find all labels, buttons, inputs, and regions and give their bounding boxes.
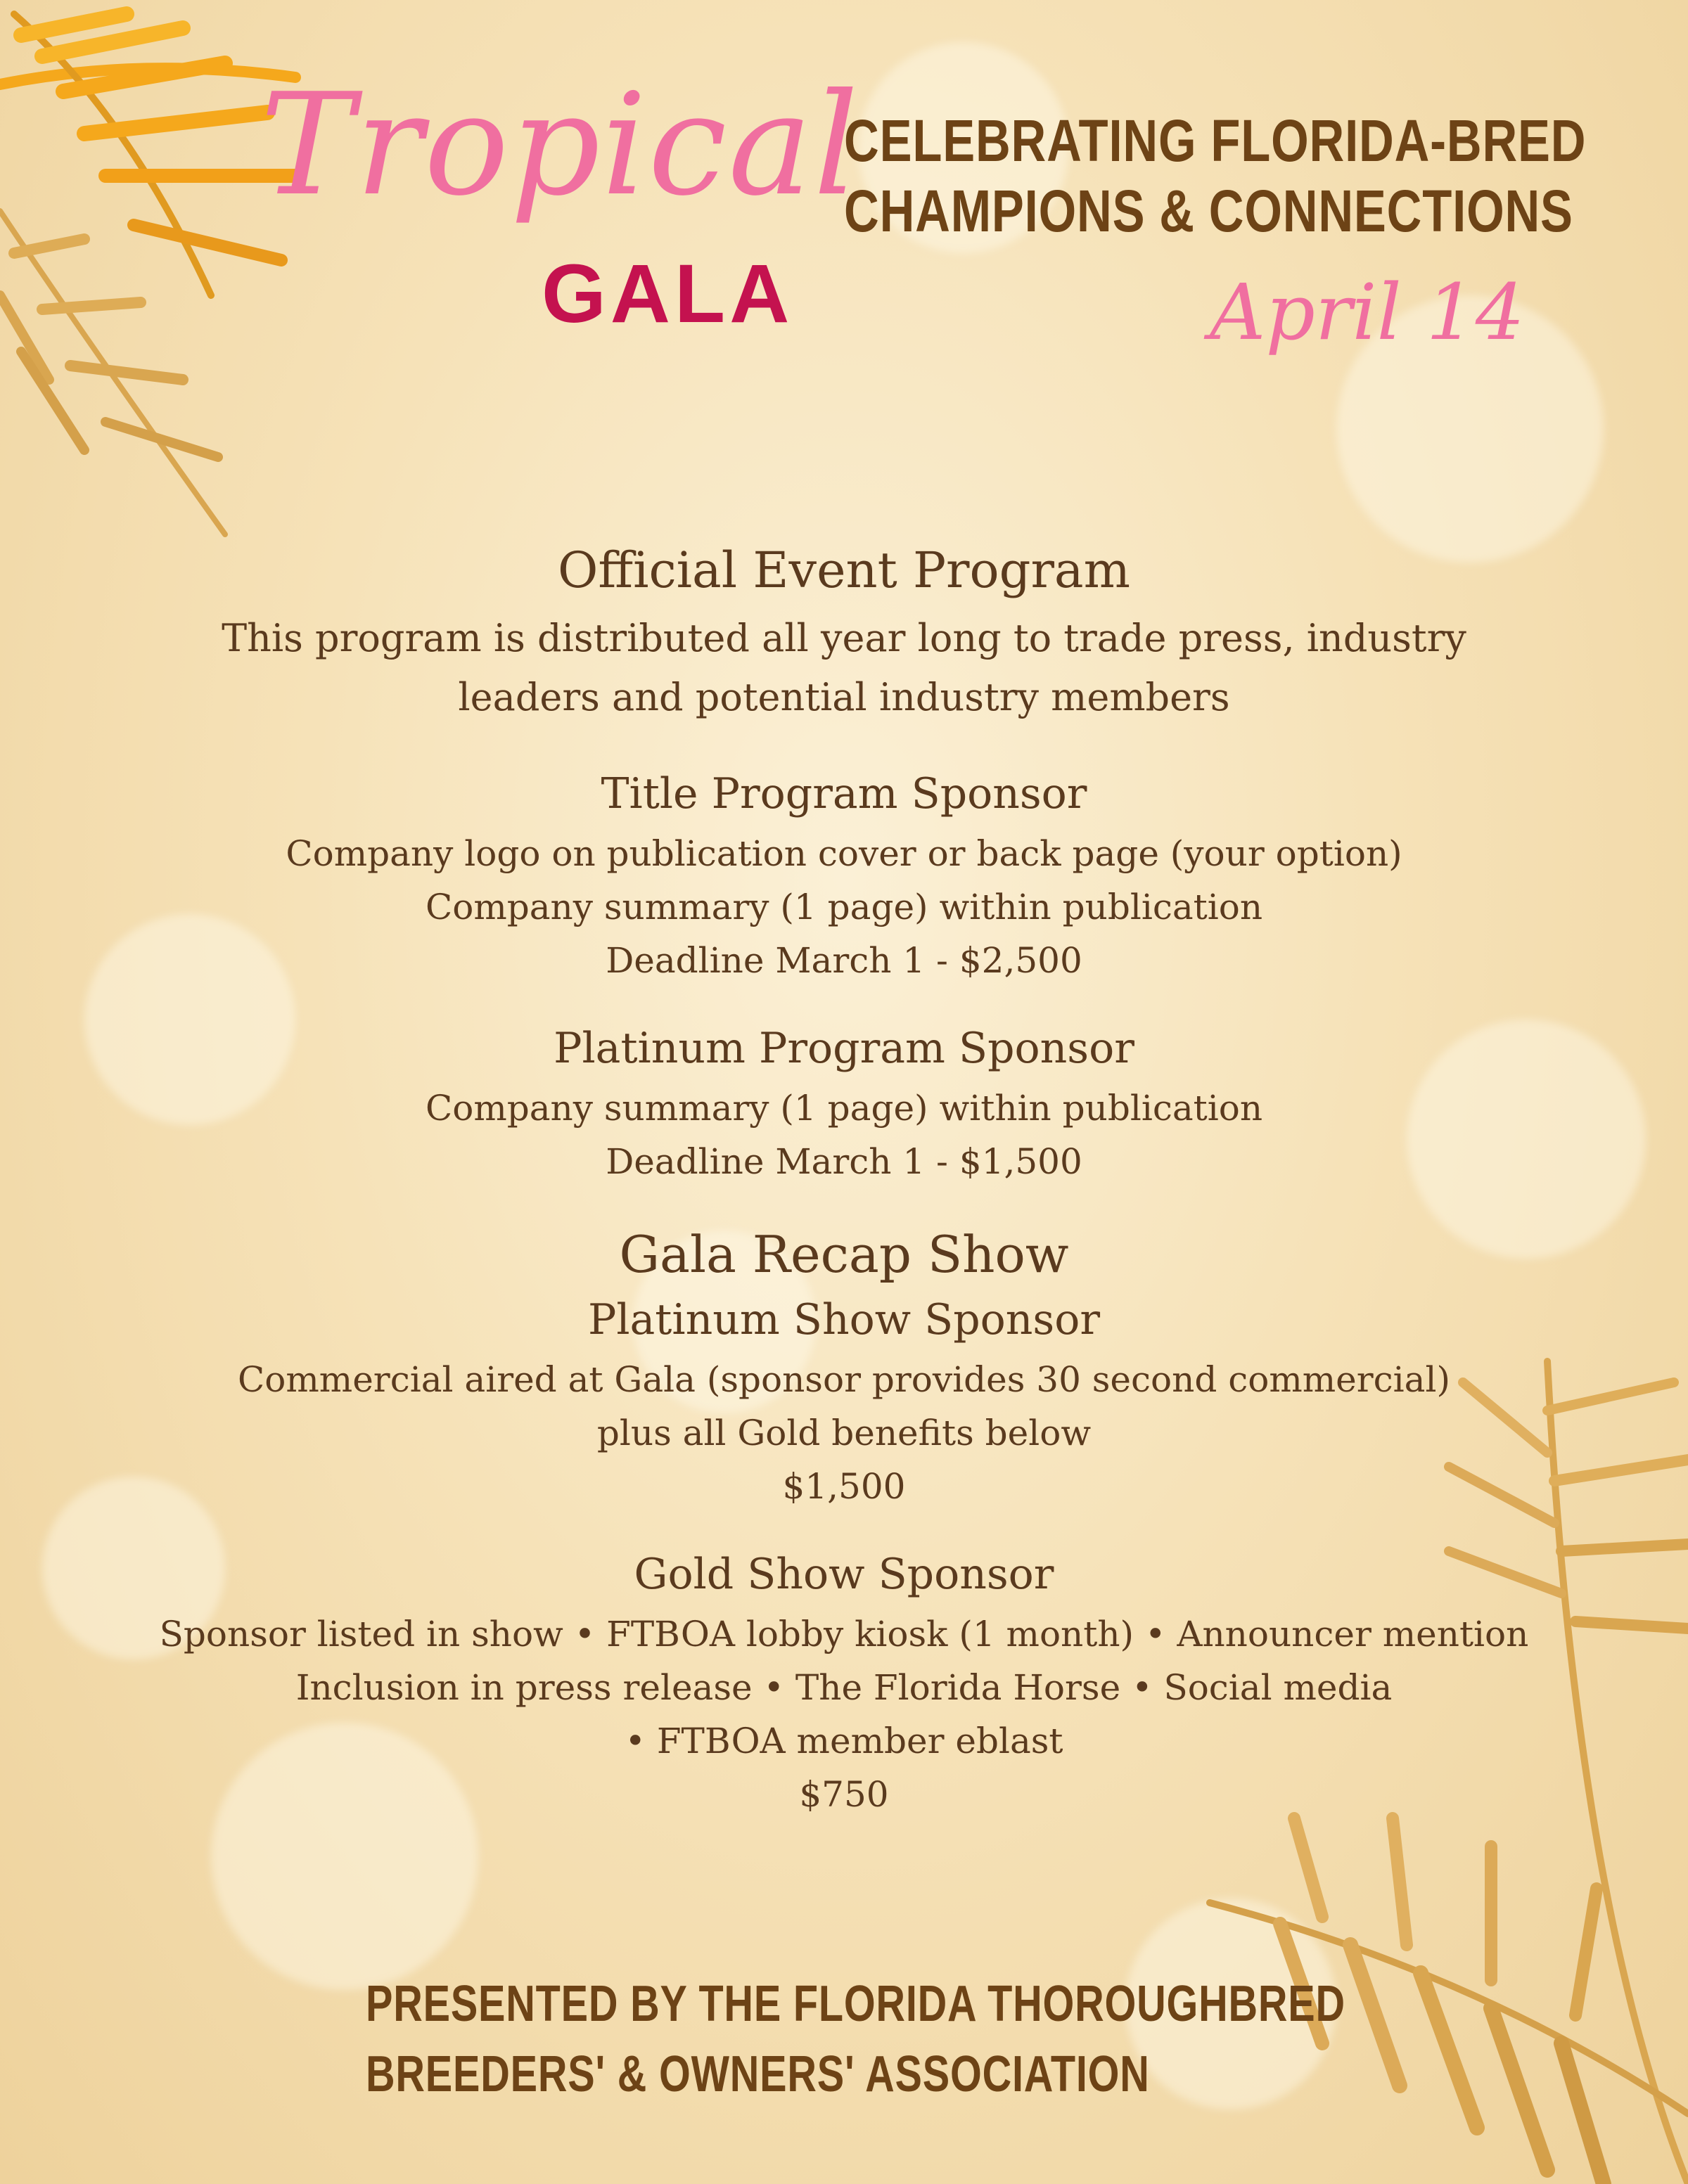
sponsor-heading: Platinum Program Sponsor — [554, 1024, 1134, 1073]
intro-line: leaders and potential industry members — [458, 675, 1230, 719]
presenter-credit — [366, 1969, 1345, 2109]
recap-heading: Gala Recap Show — [619, 1225, 1069, 1284]
sponsor-price: Deadline March 1 - $1,500 — [606, 1141, 1082, 1182]
event-header — [0, 0, 1688, 394]
platinum-program-sponsor — [70, 1024, 1618, 1188]
program-intro — [70, 609, 1618, 727]
presenter-line: PRESENTED BY THE FLORIDA THOROUGHBRED — [366, 1976, 1345, 2032]
presenter-line: BREEDERS' & OWNERS' ASSOCIATION — [366, 2046, 1150, 2102]
sponsor-price: $750 — [799, 1774, 889, 1815]
sponsor-heading: Platinum Show Sponsor — [587, 1295, 1101, 1344]
sponsor-detail: plus all Gold benefits below — [596, 1413, 1092, 1453]
sponsor-detail: Commercial aired at Gala (sponsor provides 30 second commercial) — [238, 1359, 1450, 1400]
sponsor-detail: • FTBOA member eblast — [625, 1721, 1063, 1761]
tagline-line: CHAMPIONS & CONNECTIONS — [844, 178, 1573, 244]
sponsor-heading: Title Program Sponsor — [601, 769, 1087, 818]
event-title: GALA — [542, 248, 794, 340]
sponsor-detail: Sponsor listed in show • FTBOA lobby kiosk (1 month) • Announcer mention — [159, 1614, 1529, 1655]
intro-line: This program is distributed all year long to trade press, industry — [222, 616, 1466, 660]
gold-show-sponsor — [70, 1550, 1618, 1821]
event-tagline — [844, 105, 1587, 246]
program-heading: Official Event Program — [557, 541, 1131, 599]
sponsor-detail: Inclusion in press release • The Florida Horse • Social media — [295, 1667, 1393, 1708]
sponsor-detail: Company summary (1 page) within publication — [425, 887, 1263, 927]
sponsor-price: Deadline March 1 - $2,500 — [606, 940, 1082, 981]
event-date: April 14 — [1210, 267, 1525, 357]
tagline-line: CELEBRATING FLORIDA-BRED — [844, 108, 1587, 174]
sponsor-detail: Company logo on publication cover or back page (your option) — [286, 833, 1402, 874]
sponsor-price: $1,500 — [782, 1466, 906, 1507]
sponsorship-content — [70, 541, 1618, 1858]
sponsor-detail: Company summary (1 page) within publication — [425, 1088, 1263, 1129]
platinum-show-sponsor — [70, 1295, 1618, 1513]
title-program-sponsor — [70, 769, 1618, 987]
event-script-title: Tropical — [260, 63, 860, 227]
sponsor-heading: Gold Show Sponsor — [634, 1550, 1054, 1599]
